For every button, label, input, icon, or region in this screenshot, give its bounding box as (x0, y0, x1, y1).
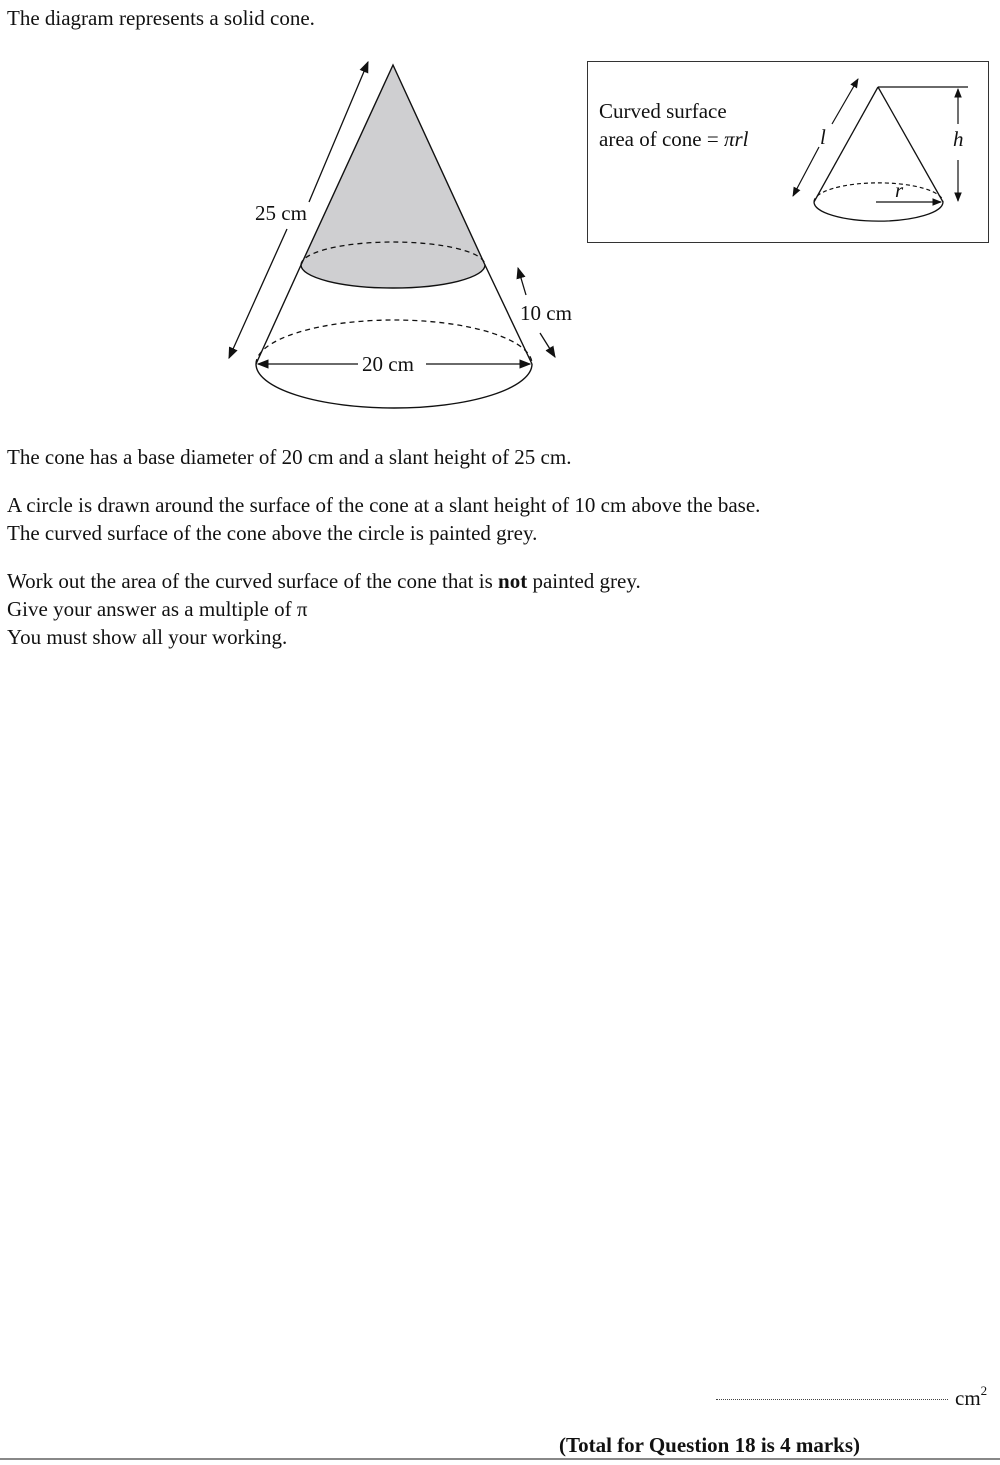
slant-label: 25 cm (255, 201, 307, 225)
lower-slant-arrow-down (540, 333, 555, 357)
paragraph-cone-dimensions: The cone has a base diameter of 20 cm and a slant height of 25 cm. (7, 445, 572, 469)
l-label: l (820, 125, 826, 149)
paragraph-circle-drawn: A circle is drawn around the surface of the cone at a slant height of 10 cm above the base. (7, 493, 761, 517)
formula-prefix: area of cone = (599, 127, 724, 151)
formula-text (599, 97, 748, 153)
task-bold-not: not (498, 569, 528, 593)
task-text-after: painted grey. (527, 569, 641, 593)
h-label: h (953, 127, 964, 151)
slant-arrow-line-lower (229, 229, 287, 358)
paragraph-show-working: You must show all your working. (7, 625, 288, 649)
formula-line-2 (599, 125, 748, 153)
cone-left-side (256, 265, 301, 364)
cone-diagram (200, 52, 600, 422)
slant-arrow-up (832, 79, 858, 124)
formula-box (587, 61, 989, 243)
unit-power: 2 (980, 1383, 988, 1398)
small-cone-right (878, 87, 943, 202)
question-total-marks: (Total for Question 18 is 4 marks) (559, 1433, 861, 1457)
paragraph-task (7, 567, 641, 595)
unit-text: cm (955, 1386, 981, 1410)
formula-cone-diagram (783, 72, 988, 242)
diameter-label: 20 cm (362, 352, 414, 376)
intro-text: The diagram represents a solid cone. (7, 6, 315, 30)
formula-line-1: Curved surface (599, 99, 727, 123)
bottom-rule (0, 1458, 1000, 1460)
small-cone-base-front (814, 202, 943, 221)
paragraph-answer-format: Give your answer as a multiple of π (7, 597, 308, 621)
painted-grey-region (301, 65, 485, 288)
answer-unit (955, 1379, 987, 1412)
r-label: r (895, 178, 904, 202)
task-text-before: Work out the area of the curved surface of the cone that is (7, 569, 499, 593)
small-cone-base-back (814, 183, 943, 202)
formula-expression: πrl (723, 127, 749, 151)
slant-arrow-down (793, 147, 819, 196)
paragraph-painted-grey: The curved surface of the cone above the circle is painted grey. (7, 521, 538, 545)
lower-slant-label: 10 cm (520, 301, 572, 325)
answer-line[interactable] (716, 1399, 948, 1400)
lower-slant-arrow-up (518, 268, 526, 295)
